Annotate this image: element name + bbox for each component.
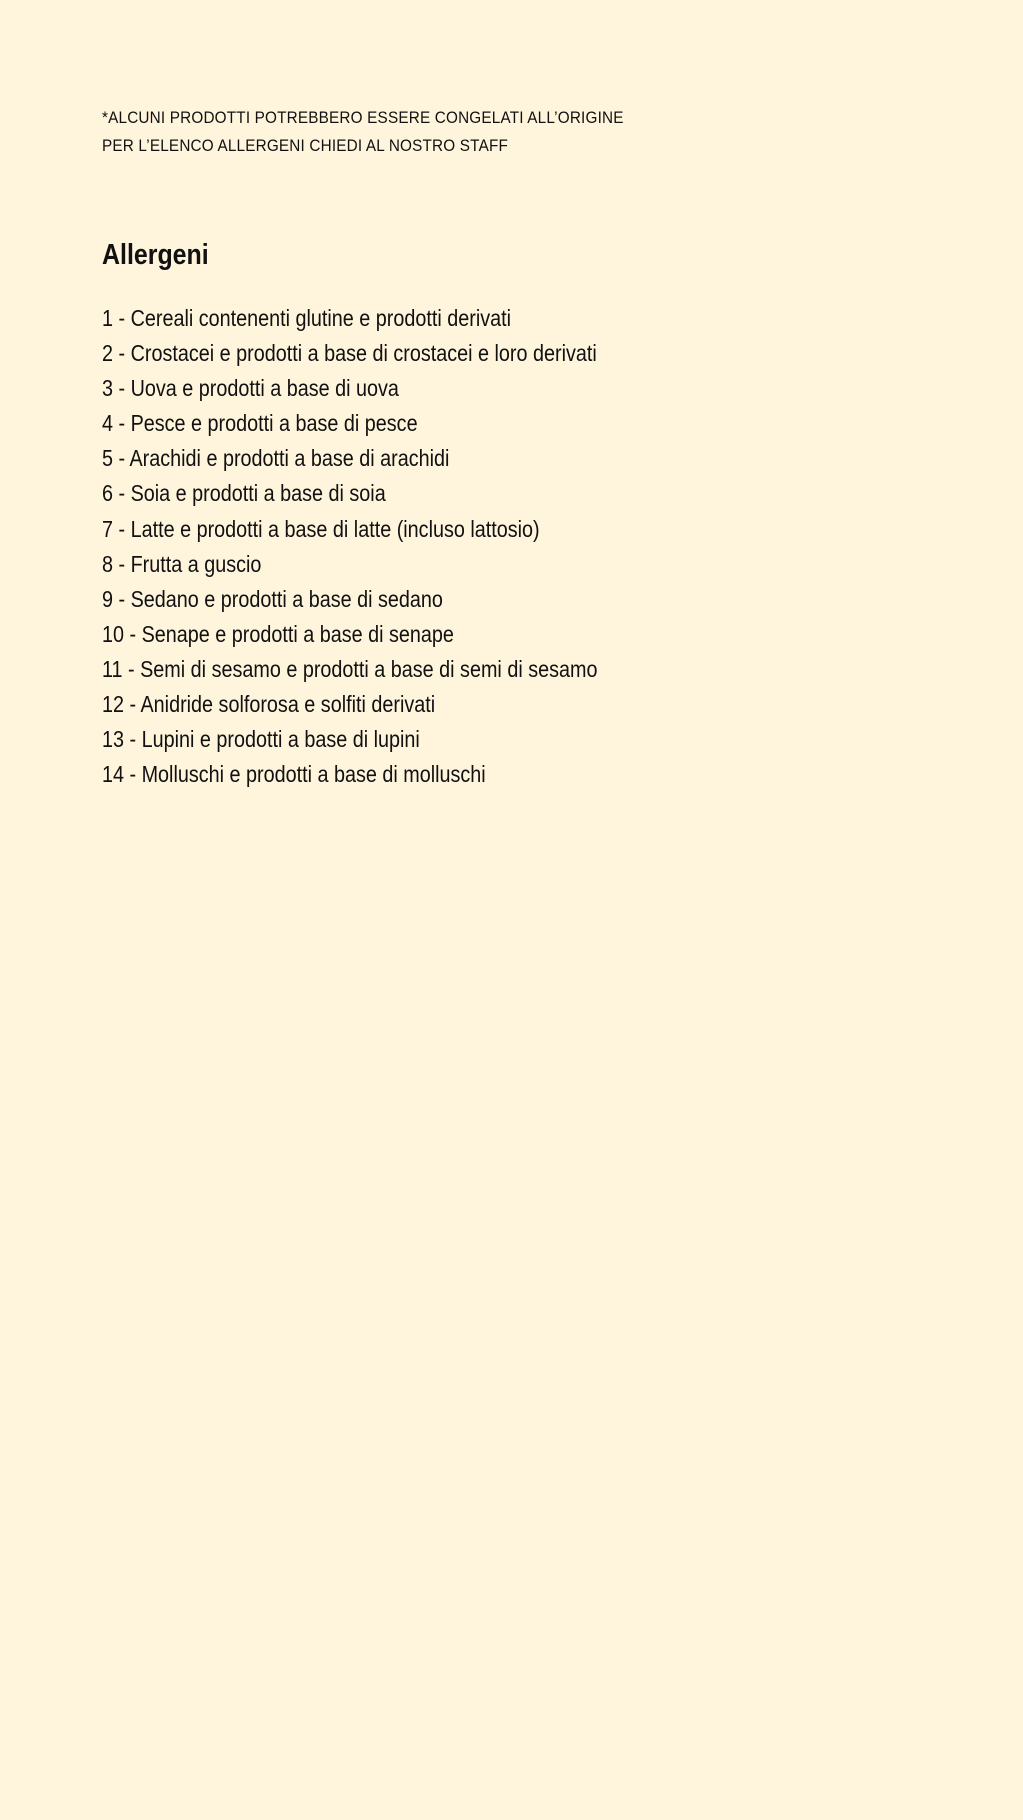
allergen-item: 7 - Latte e prodotti a base di latte (incluso lattosio) <box>102 515 540 542</box>
allergen-item: 5 - Arachidi e prodotti a base di arachidi <box>102 445 450 472</box>
allergens-title: Allergeni <box>102 239 209 271</box>
allergen-item: 11 - Semi di sesamo e prodotti a base di semi di sesamo <box>102 655 598 682</box>
allergen-item: 10 - Senape e prodotti a base di senape <box>102 620 454 647</box>
allergen-item: 14 - Molluschi e prodotti a base di molluschi <box>102 761 486 788</box>
allergen-item: 4 - Pesce e prodotti a base di pesce <box>102 410 418 437</box>
notice-line-frozen: *ALCUNI PRODOTTI POTREBBERO ESSERE CONGELATI ALL’ORIGINE <box>102 108 624 127</box>
allergen-item: 12 - Anidride solforosa e solfiti derivati <box>102 691 436 718</box>
allergen-item: 13 - Lupini e prodotti a base di lupini <box>102 726 420 753</box>
allergen-item: 9 - Sedano e prodotti a base di sedano <box>102 585 443 612</box>
allergen-item: 3 - Uova e prodotti a base di uova <box>102 375 399 402</box>
allergen-list <box>102 301 597 792</box>
notice-line-allergen-staff: PER L’ELENCO ALLERGENI CHIEDI AL NOSTRO STAFF <box>102 136 509 155</box>
allergen-item: 6 - Soia e prodotti a base di soia <box>102 480 386 507</box>
allergen-item: 8 - Frutta a guscio <box>102 550 262 577</box>
allergen-item: 1 - Cereali contenenti glutine e prodotti derivati <box>102 305 512 331</box>
allergen-item: 2 - Crostacei e prodotti a base di crostacei e loro derivati <box>102 340 597 367</box>
frozen-products-notice <box>102 104 624 160</box>
